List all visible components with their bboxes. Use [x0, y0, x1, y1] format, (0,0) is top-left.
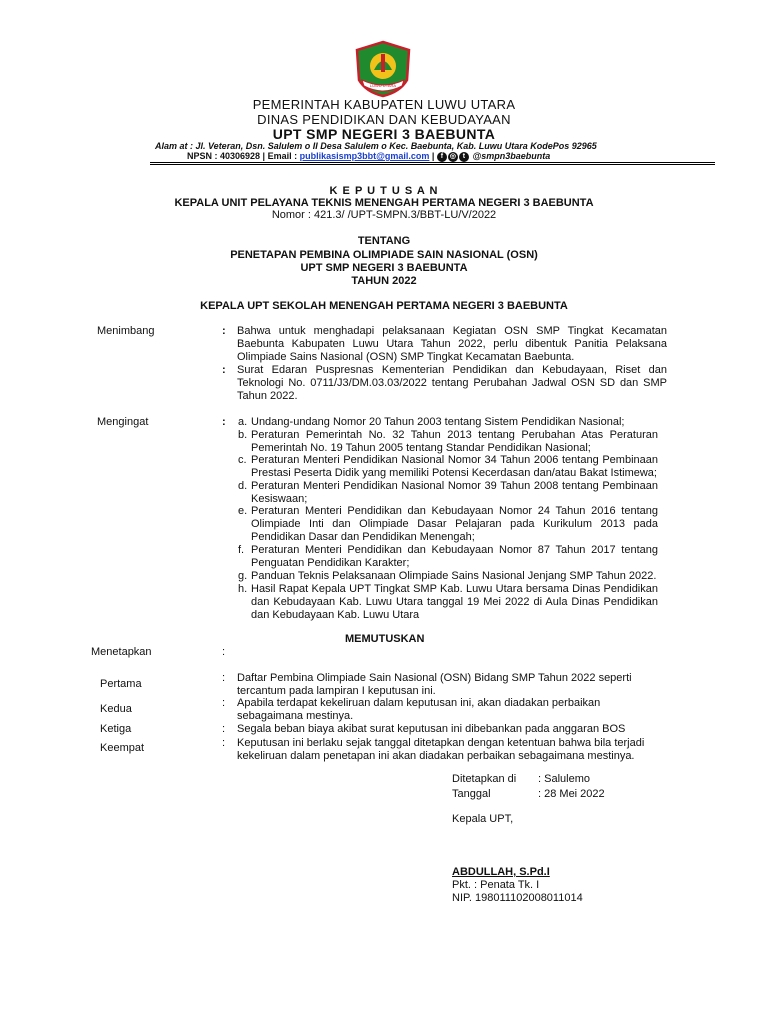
decree-head: KEPALA UPT SEKOLAH MENENGAH PERTAMA NEGERI 3 BAEBUNTA: [200, 300, 568, 312]
place-label: Ditetapkan di: [452, 773, 517, 785]
menimbang-item-1: Bahwa untuk menghadapi pelaksanaan Kegiatan OSN SMP Tingkat Kecamatan Baebunta Kabupaten Luwu Utara Tahun 2022, perlu dibentuk Panitia Pelaksana Olimpiade Sains Nasional (OSN) SMP Tingkat Kecamatan Baebunta.: [237, 325, 667, 363]
letterhead-divider: [150, 162, 715, 163]
decree-number: Nomor : 421.3/ /UPT-SMPN.3/BBT-LU/V/2022: [271, 209, 497, 221]
regency-logo: [352, 40, 414, 98]
date-value: : 28 Mei 2022: [538, 788, 605, 800]
signer-title: Kepala UPT,: [452, 813, 514, 825]
kedua-colon: :: [222, 697, 226, 709]
menimbang-item-2: Surat Edaran Puspresnas Kementerian Pendidikan dan Kebudayaan, Riset dan Teknologi No. 0711/J3/DM.03.03/2022 tentang Perubahan Jadwal OSN SD dan SMP Tahun 2022.: [237, 364, 667, 402]
facebook-icon: f: [437, 152, 447, 162]
date-label: Tanggal: [452, 788, 491, 800]
contact-separator: |: [429, 151, 437, 161]
letterhead-government: PEMERINTAH KABUPATEN LUWU UTARA: [252, 97, 516, 112]
menetapkan-colon: :: [222, 646, 226, 658]
menimbang-colon-1: :: [222, 325, 226, 337]
letterhead-agency: DINAS PENDIDIKAN DAN KEBUDAYAAN: [257, 112, 511, 127]
logo-ribbon-text: LUWU UTARA: [369, 83, 397, 88]
place-value: : Salulemo: [538, 773, 590, 785]
keempat-text: Keputusan ini berlaku sejak tanggal ditetapkan dengan ketentuan bahwa bila terjadi kekeliruan dalam penetapan ini akan diadakan perbaikan sebagaimana mestinya.: [237, 737, 645, 762]
email-link[interactable]: publikasismp3bbt@gmail.com: [299, 151, 430, 161]
memutuskan-heading: MEMUTUSKAN: [345, 633, 425, 645]
ketiga-text: Segala beban biaya akibat surat keputusan ini dibebankan pada anggaran BOS: [237, 723, 626, 735]
signer-rank: Pkt. : Penata Tk. I: [452, 879, 540, 891]
kedua-label: Kedua: [100, 703, 132, 715]
decree-subject-line2: UPT SMP NEGERI 3 BAEBUNTA: [300, 262, 468, 274]
decree-issuer: KEPALA UNIT PELAYANA TEKNIS MENENGAH PERTAMA NEGERI 3 BAEBUNTA: [174, 197, 594, 209]
mengingat-label: Mengingat: [97, 416, 149, 428]
npsn-text: NPSN : 40306928 | Email :: [187, 151, 300, 161]
regency-emblem-icon: [352, 40, 414, 98]
social-handle: @smpn3baebunta: [472, 151, 551, 161]
decree-subject-line1: PENETAPAN PEMBINA OLIMPIADE SAIN NASIONAL (OSN): [230, 249, 538, 261]
keempat-label: Keempat: [100, 742, 145, 754]
signer-name: ABDULLAH, S.Pd.I: [452, 866, 550, 878]
menimbang-colon-2: :: [222, 364, 226, 376]
menimbang-label: Menimbang: [97, 325, 155, 337]
mengingat-colon: :: [222, 416, 226, 428]
decree-subject-line3: TAHUN 2022: [351, 275, 417, 287]
ketiga-colon: :: [222, 723, 226, 735]
pertama-text: Daftar Pembina Olimpiade Sain Nasional (OSN) Bidang SMP Tahun 2022 seperti tercantum pada lampiran I keputusan ini.: [237, 672, 632, 697]
letterhead-contact: [187, 151, 550, 162]
letterhead-address: Alam at : Jl. Veteran, Dsn. Salulem o II Desa Salulem o Kec. Baebunta, Kab. Luwu Utara KodePos 92965: [155, 141, 597, 151]
decree-keputusan: K E P U T U S A N: [329, 185, 439, 197]
twitter-icon: t: [459, 152, 469, 162]
instagram-icon: ◎: [449, 152, 456, 160]
ketiga-label: Ketiga: [100, 723, 132, 735]
keempat-colon: :: [222, 737, 226, 749]
menetapkan-label: Menetapkan: [91, 646, 152, 658]
letterhead-divider-secondary: [150, 164, 715, 165]
signer-nip: NIP. 198011102008011014: [452, 892, 583, 904]
letterhead-school: UPT SMP NEGERI 3 BAEBUNTA: [272, 126, 496, 142]
decree-tentang: TENTANG: [357, 235, 411, 247]
kedua-text: Apabila terdapat kekeliruan dalam keputusan ini, akan diadakan perbaikan sebagaimana mestinya.: [237, 697, 601, 722]
pertama-label: Pertama: [100, 678, 142, 690]
pertama-colon: :: [222, 672, 226, 684]
